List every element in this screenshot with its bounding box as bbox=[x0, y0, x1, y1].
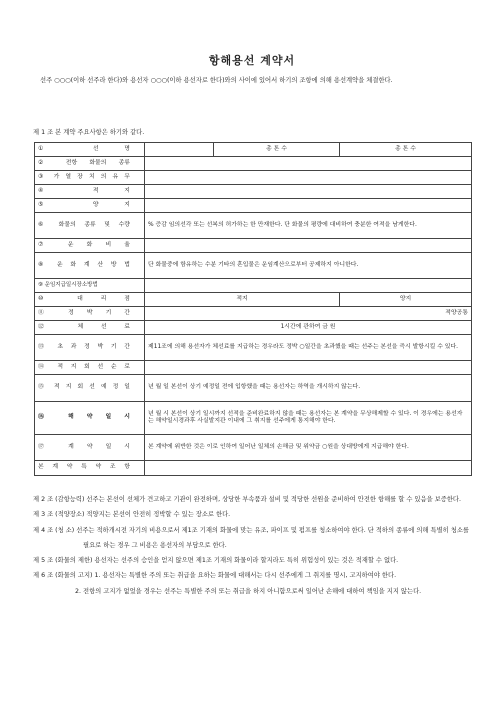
table-row bbox=[35, 293, 472, 307]
excess-laytime-text: 제11조에 의해 용선자가 체선료를 지급하는 경우라도 정박 ○일간을 초과했을 때는 선주는 본선을 즉시 발항시킬 수 있다. bbox=[145, 335, 472, 361]
row-label: ⑰ 계 약 일 시 bbox=[35, 435, 145, 461]
article-1-heading: 제 1 조 본 계약 주요사항은 하기와 같다. bbox=[33, 129, 145, 136]
row-label: ③ 가 열 장 치 의 유 무 bbox=[35, 171, 145, 185]
blank-cell bbox=[145, 279, 472, 293]
loading-port-label: 적지 bbox=[145, 293, 340, 307]
table-row bbox=[35, 461, 472, 476]
row-label: ⑫ 체 선 료 bbox=[35, 321, 145, 335]
table-row bbox=[35, 143, 472, 157]
article-4: 제 4 조 (청 소) 선주는 적하개시전 자기의 비용으로서 제1조 기재의 화물에 맞는 유조, 파이프 및 펌프를 청소하여야 한다. 단 적하의 종류에 의해 특별히 청소를 필요로 하는 경우 그 비용은 용선자의 부담으로 한다. bbox=[33, 526, 470, 549]
table-row bbox=[35, 321, 472, 335]
row-label: ⑮ 적 지 회 선 예 정 일 bbox=[35, 375, 145, 402]
table-row bbox=[35, 199, 472, 213]
table-row bbox=[35, 375, 472, 402]
table-row bbox=[35, 279, 472, 293]
blank-cell bbox=[145, 461, 472, 476]
article-2: 제 2 조 (감항능력) 선주는 본선이 선체가 견고하고 기관이 완전하며, 상당한 부속품과 설비 및 적당한 선원을 준비하여 안전한 항해를 할 수 있음을 보증한다. bbox=[33, 496, 462, 503]
blank-cell bbox=[145, 157, 472, 171]
blank-cell bbox=[145, 143, 214, 157]
demurrage-text: 1시간에 관하여 금 원 bbox=[145, 321, 472, 335]
table-row bbox=[35, 307, 472, 321]
blank-cell bbox=[145, 361, 472, 375]
row-label: ⑭ 적 지 회 선 순 로 bbox=[35, 361, 145, 375]
row-label: ⑨ 운임지급일시장소방법 bbox=[35, 279, 145, 293]
table-row bbox=[35, 213, 472, 239]
gross-tonnage-label: 총 톤 수 bbox=[214, 143, 340, 157]
article-6-item-2: 2. 전항의 고지가 없었을 경우는 선주는 특별한 주의 또는 취급을 하지 아니함으로써 일어난 손해에 대하여 책임을 지지 않는다. bbox=[75, 587, 422, 595]
blank-cell bbox=[145, 239, 472, 253]
gross-tonnage-label-2: 총 톤 수 bbox=[340, 143, 472, 157]
table-row bbox=[35, 361, 472, 375]
contract-articles bbox=[33, 492, 473, 599]
table-row bbox=[35, 239, 472, 253]
blank-cell bbox=[145, 171, 472, 185]
row-label: ④ 적 지 bbox=[35, 185, 145, 199]
row-label: ⑪ 정 박 기 간 bbox=[35, 307, 145, 321]
row-label: ⑬ 초 과 정 박 기 간 bbox=[35, 335, 145, 361]
article-6-item-1: 제 6 조 (화물의 고지) 1. 용선자는 특별한 주의 또는 취급을 요하는 화물에 대해서는 다시 선주에게 그 취지를 명시, 고지하여야 한다. bbox=[33, 572, 397, 580]
freight-calc-text: 단 화물중에 함유하는 수분 기타의 혼입물은 운임계산으로부터 공제하지 아니한다. bbox=[145, 253, 472, 279]
row-label: ⑧ 운 화 계 산 방 법 bbox=[35, 253, 145, 279]
cancelling-date-text: 년 월 시 본선이 상기 일시까지 선적을 준비완료하지 않을 때는 용선자는 본 계약을 무상해제할 수 있다. 이 경우에는 용선자는 해약일시경과후 사실발지관 이내에 그 취지를 선주에게 통지해야 한다. bbox=[145, 402, 472, 435]
row-label: ⑦ 운 화 비 율 bbox=[35, 239, 145, 253]
table-row bbox=[35, 171, 472, 185]
article-5: 제 5 조 (화물의 제한) 용선자는 선주의 승인을 얻지 않으면 제1조 기재의 화물이라 할지라도 특히 위험성이 있는 것은 적재할 수 없다. bbox=[33, 557, 399, 565]
row-label: ② 전항 화물의 종류 bbox=[35, 157, 145, 171]
blank-cell bbox=[145, 199, 472, 213]
row-label: ⑤ 양 지 bbox=[35, 199, 145, 213]
page-title: 항해용선 계약서 bbox=[208, 54, 296, 67]
expected-date-text: 년 월 일 본선이 상기 예정일 전에 입항했을 때는 용선자는 하역을 개시하지 않는다. bbox=[145, 375, 472, 402]
table-row bbox=[35, 185, 472, 199]
table-row bbox=[35, 402, 472, 435]
row-label: ⑥ 화물의 종류 및 수량 bbox=[35, 213, 145, 239]
row-label: ⑯ 해 약 일 시 bbox=[35, 402, 145, 435]
intro-paragraph: 선주 ○○○(이하 선주라 한다)와 용선자 ○○○(이하 용선자로 한다)와의 사이에 있어서 하기의 조항에 의해 용선계약을 체결한다. bbox=[40, 77, 393, 84]
blank-cell bbox=[145, 185, 472, 199]
cargo-quantity-text: % 증감 임의선각 또는 선복의 허가하는 한 만재한다. 단 화물의 평량에 대비하여 충분한 여적을 남게한다. bbox=[145, 213, 472, 239]
laytime-text: 적양공통 bbox=[145, 307, 472, 321]
table-row bbox=[35, 157, 472, 171]
row-label: ① 선 명 bbox=[35, 143, 145, 157]
table-row bbox=[35, 435, 472, 461]
contract-date-text: 본 계약에 위반한 것은 이로 인하여 일어난 일체의 손해금 및 위약금 ○원을 상대방에게 지급해야 한다. bbox=[145, 435, 472, 461]
row-label: ⑩ 대 리 점 bbox=[35, 293, 145, 307]
row-label: 본 계 약 특 약 조 항 bbox=[35, 461, 145, 476]
table-row bbox=[35, 335, 472, 361]
article-3: 제 3 조 (적양장소) 적양지는 본선이 안전히 정박할 수 있는 장소로 한다. bbox=[33, 511, 231, 519]
discharge-port-label: 양지 bbox=[340, 293, 472, 307]
contract-terms-table bbox=[34, 142, 472, 476]
table-row bbox=[35, 253, 472, 279]
